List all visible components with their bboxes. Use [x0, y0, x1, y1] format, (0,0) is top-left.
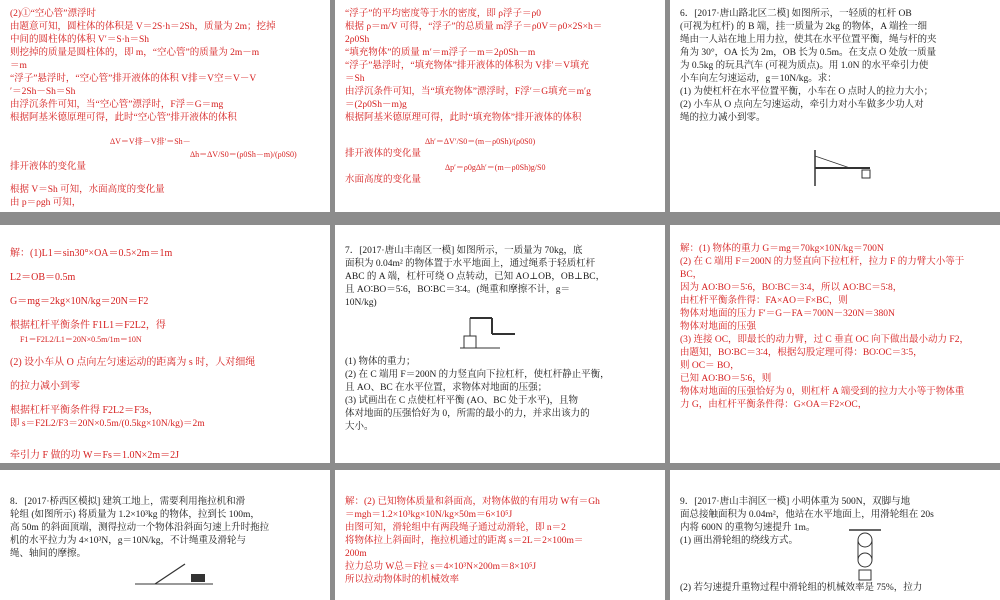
text-line: 角为 30°，OA 长为 2m，OB 长为 0.5m。在支点 O 处放一质量 — [680, 48, 937, 58]
slide-5 — [335, 225, 665, 463]
text-line: 将物体拉上斜面时，拖拉机通过的距离 s＝2L＝2×100m＝ — [345, 536, 584, 546]
slide-3-text — [680, 8, 990, 125]
text-line: ＝(2ρ0Sh－m)g — [345, 100, 407, 110]
text-line: 由浮沉条件可知，当“填充物体”漂浮时，F浮′＝G填充＝m′g — [345, 87, 591, 97]
slide-9-text — [680, 496, 990, 595]
text-line: 所以拉动物体时的机械效率 — [345, 575, 460, 585]
text-line: 由浮沉条件可知，当“空心管”漂浮时，F浮＝G＝mg — [10, 100, 224, 110]
text-line: 即 s＝F2L2/F3＝20N×0.5m/(0.5kg×10N/kg)＝2m — [10, 419, 205, 429]
lever-figure — [810, 148, 880, 188]
text-line: 7．[2017·唐山丰南区一模] 如图所示，一质量为 70kg，底 — [345, 246, 583, 256]
text-line: 根据杠杆平衡条件得 F2L2＝F3s， — [10, 405, 159, 416]
text-line: 轮组 (如图所示) 将质量为 1.2×10³kg 的物体，拉到长 100m， — [10, 510, 260, 520]
text-line: 绳、轴间的摩擦。 — [10, 549, 87, 559]
text-line: 面总接触面积为 0.04m²，他站在水平地面上，用滑轮组在 20s — [680, 510, 934, 520]
text-line: 因为 AO∶BO＝5∶6，BO∶BC＝3∶4，所以 AO∶BC＝5∶8， — [680, 283, 903, 293]
lever-abc-figure — [460, 310, 530, 352]
text-line: 8．[2017·桥西区模拟] 建筑工地上，需要利用拖拉机和滑 — [10, 497, 246, 507]
text-line: 面积为 0.04m² 的物体置于水平地面上，通过绳系于轻质杠杆 — [345, 259, 596, 269]
text-line: F1＝F2L2/L1＝20N×0.5m/1m＝10N — [20, 335, 142, 344]
slide-4-text — [10, 247, 320, 463]
text-line: 由题意可知，圆柱体的体积是 V＝2S·h＝2Sh，质量为 2m；挖掉 — [10, 22, 276, 32]
slide-6-text — [680, 243, 990, 412]
text-line: 的拉力减小到零 — [10, 381, 80, 392]
text-line: ΔV＝V排－V排′＝Sh－ — [110, 137, 191, 146]
incline-tractor-figure — [135, 558, 215, 588]
text-line: 中间的圆柱体的体积 V′＝S·h＝Sh — [10, 35, 150, 45]
text-line: ′＝2Sh－Sh＝Sh — [10, 87, 76, 97]
pulley-figure — [845, 528, 885, 584]
text-line: (2) 在 C 端用 F＝200N 的力竖直向下拉杠杆，拉力 F 的力臂大小等于 — [680, 257, 965, 267]
text-line: 解：(1) 物体的重力 G＝mg＝70kg×10N/kg＝700N — [680, 244, 884, 254]
text-line: 由题知，BO∶BC＝3∶4，根据勾股定理可得：BO∶OC＝3∶5， — [680, 348, 923, 358]
text-line: 小车向左匀速运动，g＝10N/kg。求： — [680, 74, 837, 84]
text-line: 根据 ρ＝m/V 可得，“浮子”的总质量 m浮子＝ρ0V＝ρ0×2S×h＝ — [345, 22, 603, 32]
text-line: 根据 V＝Sh 可知，水面高度的变化量 — [10, 185, 165, 195]
text-line: 且 AO、BC 在水平位置，求物体对地面的压强； — [345, 383, 548, 393]
text-line: Δh′＝ΔV′/S0＝(m－ρ0Sh)/(ρ0S0) — [425, 137, 536, 146]
slide-8-text — [345, 496, 655, 587]
slide-7 — [0, 470, 330, 600]
slide-2 — [335, 0, 665, 212]
text-line: 力 G，由杠杆平衡条件得：G×OA＝F2×OC， — [680, 400, 868, 410]
text-line: ＝mgh＝1.2×10³kg×10N/kg×50m＝6×10⁵J — [345, 510, 513, 520]
text-line: 牵引力 F 做的功 W＝Fs＝1.0N×2m＝2J — [10, 450, 179, 461]
text-line: (3) 试画出在 C 点使杠杆平衡 (AO、BC 处于水平)，且物 — [345, 396, 579, 406]
text-line: 解：(1)L1＝sin30°×OA＝0.5×2m＝1m — [10, 248, 173, 259]
text-line: 水面高度的变化量 — [345, 175, 422, 185]
text-line: 2ρ0Sh — [345, 35, 370, 45]
text-line: 绳的拉力减小到零。 — [680, 113, 766, 123]
text-line: ＝Sh — [345, 74, 365, 84]
text-line: 由图可知，滑轮组中有两段绳子通过动滑轮，即 n＝2 — [345, 523, 566, 533]
text-line: 拉力总功 W总＝F拉 s＝4×10³N×200m＝8×10⁵J — [345, 562, 537, 572]
text-line: (2) 若匀速提升重物过程中滑轮组的机械效率是 75%，拉力 — [680, 583, 923, 593]
text-line: 200m — [345, 549, 367, 559]
text-line: (2)①“空心管”漂浮时 — [10, 9, 97, 19]
text-line: “浮子”悬浮时，“空心管”排开液体的体积 V排＝V空＝V－V — [10, 74, 257, 84]
slide-4 — [0, 225, 330, 463]
text-line: 解：(2) 已知物体质量和斜面高，对物体做的有用功 W有＝Gh — [345, 497, 600, 507]
text-line: 内将 600N 的重物匀速提升 1m。 — [680, 523, 816, 533]
text-line: 绳由一人站在地上用力拉，使其在水平位置平衡，绳与杆的夹 — [680, 35, 937, 45]
text-line: 物体对地面的压强 — [680, 322, 757, 332]
slide-6 — [670, 225, 1000, 463]
text-line: 为 0.5kg 的玩具汽车 (可视为质点)。用 1.0N 的水平牵引力使 — [680, 61, 929, 71]
text-line: 9．[2017·唐山丰润区一模] 小明体重为 500N，双脚与地 — [680, 497, 911, 507]
text-line: 高 50m 的斜面顶端，测得拉动一个物体沿斜面匀速上升时拖拉 — [10, 523, 270, 533]
text-line: ABC 的 A 端，杠杆可绕 O 点转动，已知 AO⊥OB，OB⊥BC， — [345, 272, 606, 282]
text-line: 大小。 — [345, 422, 374, 432]
text-line: “浮子”的平均密度等于水的密度，即 ρ浮子＝ρ0 — [345, 9, 542, 19]
text-line: “浮子”悬浮时，“填充物体”排开液体的体积为 V排′＝V填充 — [345, 61, 590, 71]
text-line: 10N/kg) — [345, 298, 377, 308]
text-line: 排开液体的变化量 — [345, 149, 422, 159]
slide-2-text — [345, 8, 655, 187]
slide-1 — [0, 0, 330, 212]
text-line: 物体对地面的压强恰好为 0，则杠杆 A 端受到的拉力大小等于物体重 — [680, 387, 965, 397]
text-line: 根据阿基米德原理可得，此时“填充物体”排开液体的体积 — [345, 113, 582, 123]
text-line: 机的水平拉力为 4×10³N，g＝10N/kg，不计绳重及滑轮与 — [10, 536, 246, 546]
text-line: G＝mg＝2kg×10N/kg＝20N＝F2 — [10, 296, 149, 307]
text-line: 由杠杆平衡条件得：FA×AO＝F×BC，则 — [680, 296, 848, 306]
text-line: 物体对地面的压力 F′＝G－FA＝700N－320N＝380N — [680, 309, 895, 319]
slide-3 — [670, 0, 1000, 212]
text-line: ＝m — [10, 61, 27, 71]
text-line: BC， — [680, 270, 703, 280]
text-line: 且 AO∶BO＝5∶6，BO∶BC＝3∶4。(绳重和摩擦不计，g＝ — [345, 285, 570, 295]
text-line: 排开液体的变化量 — [10, 162, 87, 172]
text-line: “填充物体”的质量 m′＝m浮子－m＝2ρ0Sh－m — [345, 48, 536, 58]
text-line: (1) 为使杠杆在水平位置平衡，小车在 O 点时人的拉力大小； — [680, 87, 934, 97]
text-line: (2) 设小车从 O 点向左匀速运动的距离为 s 时，人对细绳 — [10, 357, 256, 368]
text-line: 根据杠杆平衡条件 F1L1＝F2L2，得 — [10, 320, 166, 331]
text-line: (1) 画出滑轮组的绕线方式。 — [680, 536, 798, 546]
text-line: (1) 物体的重力； — [345, 357, 416, 367]
text-line: 6．[2017·唐山路北区二模] 如图所示，一轻质的杠杆 OB — [680, 9, 912, 19]
text-line: Δp′＝ρ0gΔh′＝(m－ρ0Sh)g/S0 — [445, 163, 546, 172]
slide-8 — [335, 470, 665, 600]
text-line: 则挖掉的质量是圆柱体的，即 m，“空心管”的质量为 2m－m — [10, 48, 260, 58]
text-line: (2) 在 C 端用 F＝200N 的力竖直向下拉杠杆，使杠杆静止平衡， — [345, 370, 610, 380]
text-line: 则 OC＝ BO， — [680, 361, 740, 371]
text-line: (可视为杠杆) 的 B 端，挂一质量为 2kg 的物体，A 端拴一细 — [680, 22, 928, 32]
text-line: L2＝OB＝0.5m — [10, 272, 76, 283]
text-line: 已知 AO∶BO＝5∶6，则 — [680, 374, 772, 384]
text-line: (2) 小车从 O 点向左匀速运动，牵引力对小车做多少功人对 — [680, 100, 924, 110]
slide-9 — [670, 470, 1000, 600]
text-line: 由 p＝ρgh 可知， — [10, 198, 82, 208]
slide-1-text — [10, 8, 320, 210]
slide-7-text — [10, 496, 320, 561]
text-line: 体对地面的压强恰好为 0，所需的最小的力，并求出该力的 — [345, 409, 590, 419]
text-line: Δh＝ΔV/S0＝(ρ0Sh－m)/(ρ0S0) — [190, 150, 297, 159]
text-line: 根据阿基米德原理可得，此时“空心管”排开液体的体积 — [10, 113, 237, 123]
text-line: (3) 连接 OC，即最长的动力臂，过 C 垂直 OC 向下做出最小动力 F2， — [680, 335, 969, 345]
